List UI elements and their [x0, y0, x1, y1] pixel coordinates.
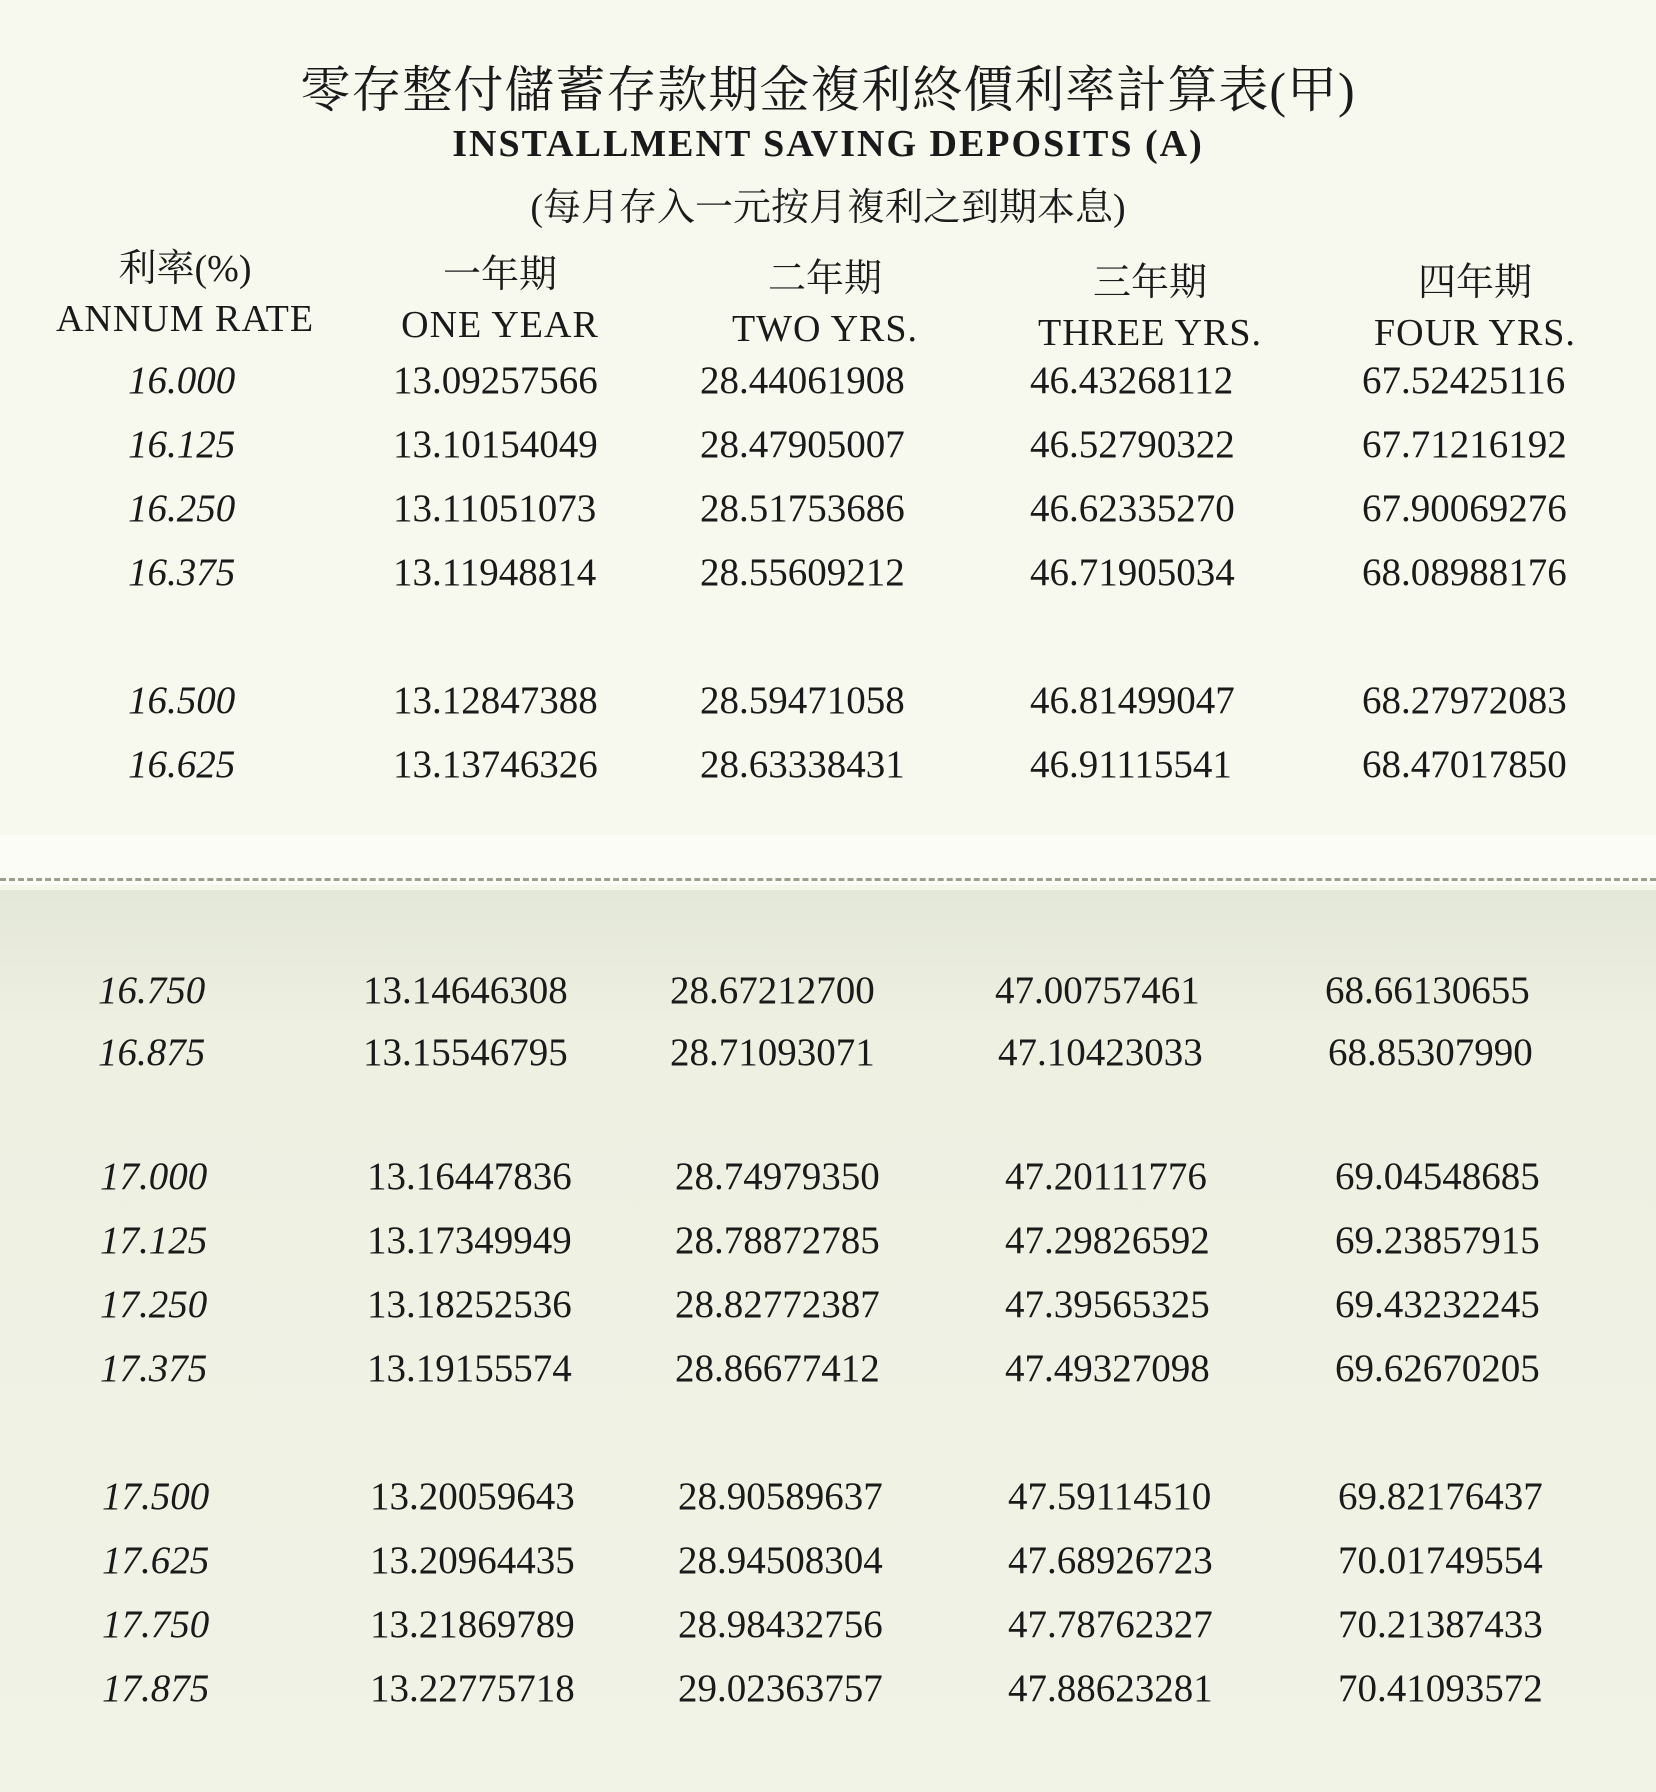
table-row: [0, 486, 1656, 546]
one-year-cell: 13.20964435: [370, 1539, 575, 1582]
table-row: [0, 968, 1656, 1028]
column-header-three-years-en: THREE YRS.: [1038, 312, 1262, 354]
two-years-cell: 28.74979350: [675, 1155, 880, 1198]
one-year-cell: 13.13746326: [393, 743, 598, 786]
table-row: [0, 742, 1656, 802]
rate-cell: 16.000: [128, 359, 236, 402]
two-years-cell: 28.51753686: [700, 487, 905, 530]
three-years-cell: 47.39565325: [1005, 1283, 1210, 1326]
column-header-one-year-zh: 一年期: [442, 254, 557, 296]
table-subtitle-note: (每月存入一元按月複利之到期本息): [530, 187, 1126, 229]
three-years-cell: 47.29826592: [1005, 1219, 1210, 1262]
three-years-cell: 47.10423033: [998, 1031, 1203, 1074]
column-header-one-year: [370, 250, 630, 350]
two-years-cell: 28.82772387: [675, 1283, 880, 1326]
four-years-cell: 70.41093572: [1338, 1667, 1543, 1710]
two-years-cell: 28.67212700: [670, 969, 875, 1012]
two-years-cell: 28.47905007: [700, 423, 905, 466]
rate-cell: 16.375: [128, 551, 236, 594]
two-years-cell: 28.63338431: [700, 743, 905, 786]
four-years-cell: 69.82176437: [1338, 1475, 1543, 1518]
table-row: [0, 1666, 1656, 1726]
three-years-cell: 47.20111776: [1005, 1155, 1207, 1198]
table-row: [0, 1218, 1656, 1278]
two-years-cell: 28.78872785: [675, 1219, 880, 1262]
three-years-cell: 46.71905034: [1030, 551, 1235, 594]
table-row: [0, 1030, 1656, 1090]
two-years-cell: 28.55609212: [700, 551, 905, 594]
four-years-cell: 68.08988176: [1362, 551, 1567, 594]
column-header-rate: [30, 244, 340, 344]
four-years-cell: 67.90069276: [1362, 487, 1567, 530]
table-row: [0, 678, 1656, 738]
four-years-cell: 69.04548685: [1335, 1155, 1540, 1198]
four-years-cell: 68.85307990: [1328, 1031, 1533, 1074]
three-years-cell: 47.88623281: [1008, 1667, 1213, 1710]
rate-cell: 17.250: [100, 1283, 208, 1326]
three-years-cell: 46.43268112: [1030, 359, 1234, 402]
three-years-cell: 47.59114510: [1008, 1475, 1212, 1518]
column-header-four-years-en: FOUR YRS.: [1374, 312, 1576, 354]
rate-cell: 16.500: [128, 679, 236, 722]
four-years-cell: 68.47017850: [1362, 743, 1567, 786]
one-year-cell: 13.22775718: [370, 1667, 575, 1710]
rate-cell: 17.500: [102, 1475, 210, 1518]
three-years-cell: 46.52790322: [1030, 423, 1235, 466]
one-year-cell: 13.19155574: [367, 1347, 572, 1390]
table-title-english: INSTALLMENT SAVING DEPOSITS (A): [452, 123, 1204, 165]
three-years-cell: 46.91115541: [1030, 743, 1232, 786]
one-year-cell: 13.09257566: [393, 359, 598, 402]
three-years-cell: 47.68926723: [1008, 1539, 1213, 1582]
rate-cell: 17.375: [100, 1347, 208, 1390]
one-year-cell: 13.15546795: [363, 1031, 568, 1074]
table-row: [0, 422, 1656, 482]
rate-cell: 16.250: [128, 487, 236, 530]
one-year-cell: 13.21869789: [370, 1603, 575, 1646]
column-header-rate-en: ANNUM RATE: [55, 298, 315, 340]
three-years-cell: 47.78762327: [1008, 1603, 1213, 1646]
three-years-cell: 46.81499047: [1030, 679, 1235, 722]
table-row: [0, 358, 1656, 418]
column-header-two-years-en: TWO YRS.: [731, 308, 919, 350]
one-year-cell: 13.18252536: [367, 1283, 572, 1326]
four-years-cell: 70.21387433: [1338, 1603, 1543, 1646]
three-years-cell: 47.00757461: [995, 969, 1200, 1012]
table-row: [0, 1154, 1656, 1214]
four-years-cell: 70.01749554: [1338, 1539, 1543, 1582]
table-row: [0, 1538, 1656, 1598]
table-row: [0, 1282, 1656, 1342]
rate-cell: 16.125: [128, 423, 236, 466]
three-years-cell: 46.62335270: [1030, 487, 1235, 530]
four-years-cell: 69.23857915: [1335, 1219, 1540, 1262]
table-row: [0, 1602, 1656, 1662]
two-years-cell: 28.90589637: [678, 1475, 883, 1518]
rate-cell: 17.125: [100, 1219, 208, 1262]
four-years-cell: 67.52425116: [1362, 359, 1566, 402]
column-header-four-years-zh: 四年期: [1417, 262, 1532, 304]
column-header-three-years-zh: 三年期: [1092, 262, 1207, 304]
column-header-two-years: [690, 254, 960, 354]
rate-cell: 17.625: [102, 1539, 210, 1582]
column-header-two-years-zh: 二年期: [767, 258, 882, 300]
column-header-one-year-en: ONE YEAR: [401, 304, 599, 346]
table-row: [0, 550, 1656, 610]
one-year-cell: 13.20059643: [370, 1475, 575, 1518]
table-title-chinese: 零存整付儲蓄存款期金複利終價利率計算表(甲): [300, 62, 1356, 118]
four-years-cell: 67.71216192: [1362, 423, 1567, 466]
rate-cell: 16.750: [98, 969, 206, 1012]
one-year-cell: 13.10154049: [393, 423, 598, 466]
column-header-three-years: [1000, 258, 1300, 358]
one-year-cell: 13.12847388: [393, 679, 598, 722]
rate-cell: 17.750: [102, 1603, 210, 1646]
one-year-cell: 13.11948814: [393, 551, 597, 594]
three-years-cell: 47.49327098: [1005, 1347, 1210, 1390]
four-years-cell: 68.27972083: [1362, 679, 1567, 722]
rate-cell: 16.625: [128, 743, 236, 786]
two-years-cell: 28.94508304: [678, 1539, 883, 1582]
column-header-four-years: [1340, 258, 1610, 358]
one-year-cell: 13.16447836: [367, 1155, 572, 1198]
two-years-cell: 28.44061908: [700, 359, 905, 402]
four-years-cell: 68.66130655: [1325, 969, 1530, 1012]
two-years-cell: 28.98432756: [678, 1603, 883, 1646]
rate-cell: 17.875: [102, 1667, 210, 1710]
one-year-cell: 13.11051073: [393, 487, 597, 530]
four-years-cell: 69.62670205: [1335, 1347, 1540, 1390]
table-row: [0, 1346, 1656, 1406]
one-year-cell: 13.17349949: [367, 1219, 572, 1262]
two-years-cell: 28.59471058: [700, 679, 905, 722]
table-row: [0, 1474, 1656, 1534]
rate-cell: 16.875: [98, 1031, 206, 1074]
column-header-rate-zh: 利率(%): [118, 248, 252, 290]
two-years-cell: 29.02363757: [678, 1667, 883, 1710]
rate-cell: 17.000: [100, 1155, 208, 1198]
one-year-cell: 13.14646308: [363, 969, 568, 1012]
two-years-cell: 28.71093071: [670, 1031, 875, 1074]
two-years-cell: 28.86677412: [675, 1347, 880, 1390]
four-years-cell: 69.43232245: [1335, 1283, 1540, 1326]
